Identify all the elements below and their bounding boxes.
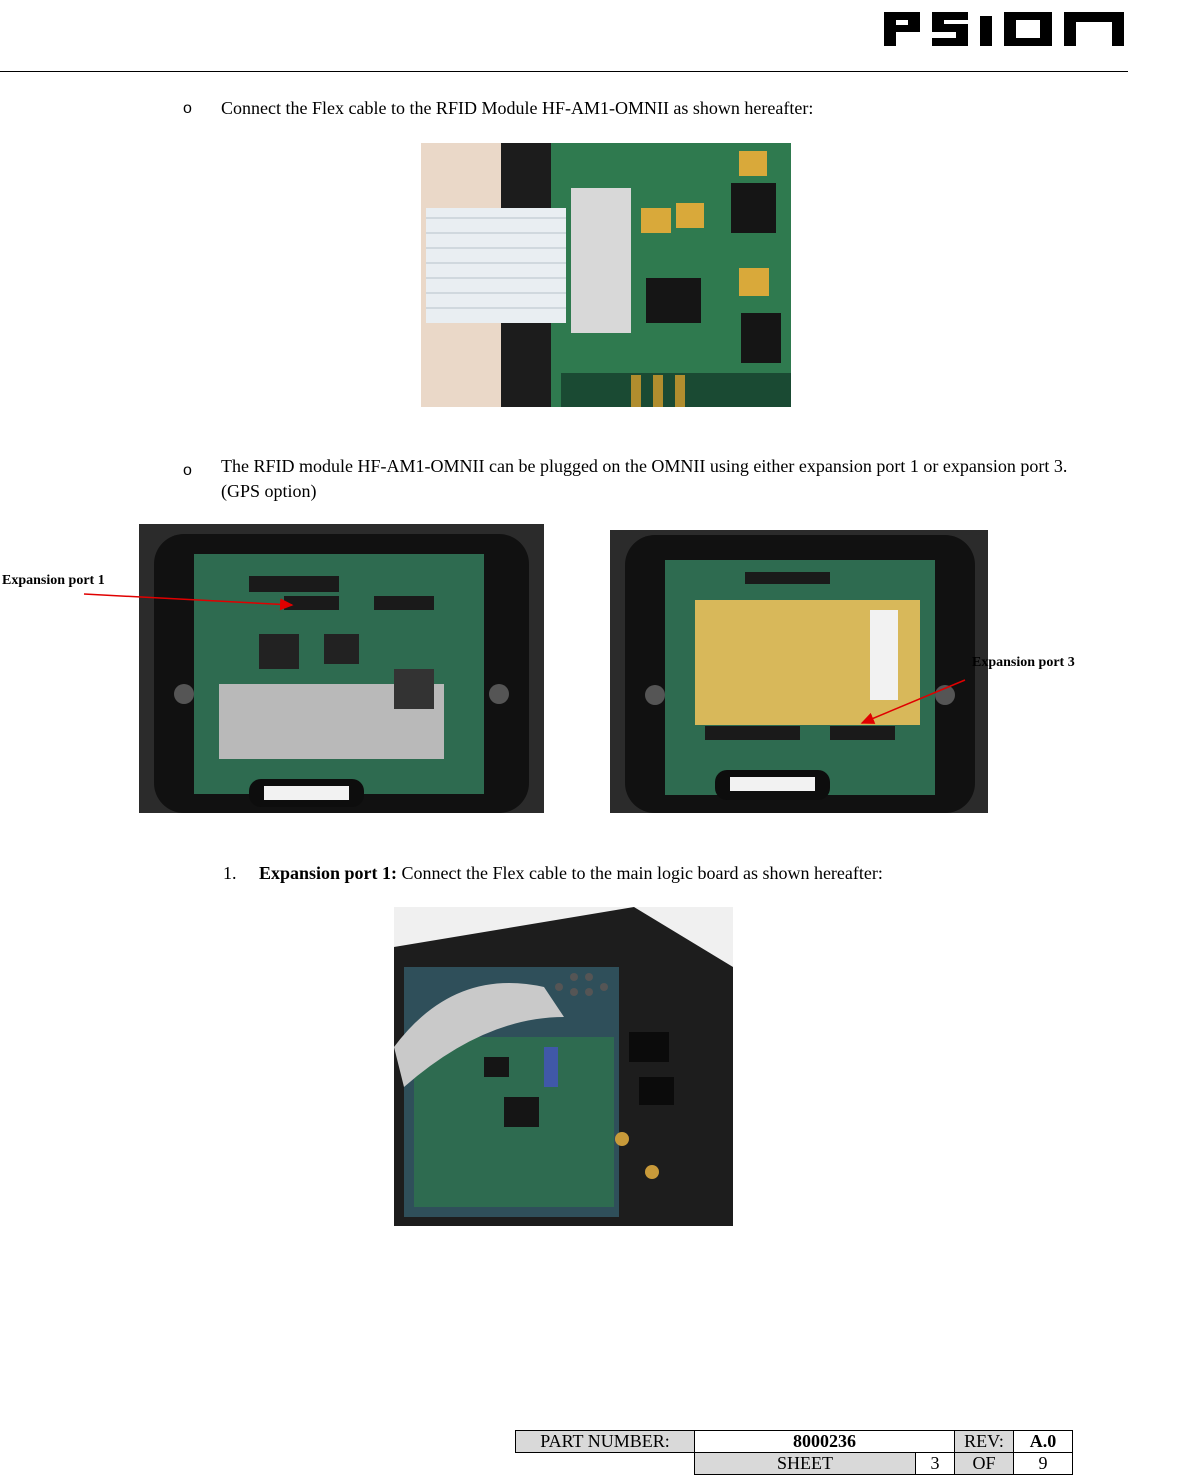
sheet-label: SHEET <box>695 1453 916 1475</box>
bullet-marker: o <box>183 100 192 117</box>
step-title: Expansion port 1: <box>259 863 398 883</box>
instruction-expansion-port-1 <box>259 861 883 886</box>
arrow-port-1 <box>84 594 292 605</box>
instruction-gps-option: (GPS option) <box>221 481 317 501</box>
of-value: 9 <box>1014 1453 1073 1475</box>
title-block <box>515 1430 1073 1475</box>
part-number-label: PART NUMBER: <box>516 1431 695 1453</box>
rev-value: A.0 <box>1014 1431 1073 1453</box>
footer-spacer <box>516 1453 695 1475</box>
step-text: Connect the Flex cable to the main logic board as shown hereafter: <box>397 863 883 883</box>
sheet-value: 3 <box>916 1453 955 1475</box>
callout-expansion-port-1: Expansion port 1 <box>2 573 105 588</box>
instruction-port-options: The RFID module HF-AM1-OMNII can be plugged on the OMNII using either expansion port 1 or expansion port 3. <box>221 456 1068 476</box>
part-number-value: 8000236 <box>695 1431 955 1453</box>
bullet-marker: o <box>183 462 192 479</box>
step-number: 1. <box>223 863 237 883</box>
photo-flex-to-mainboard <box>394 907 733 1226</box>
of-label: OF <box>955 1453 1014 1475</box>
callout-expansion-port-3: Expansion port 3 <box>972 655 1075 670</box>
instruction-flex-to-module: Connect the Flex cable to the RFID Module HF-AM1-OMNII as shown hereafter: <box>221 98 814 118</box>
rev-label: REV: <box>955 1431 1014 1453</box>
arrow-port-3 <box>862 680 965 723</box>
